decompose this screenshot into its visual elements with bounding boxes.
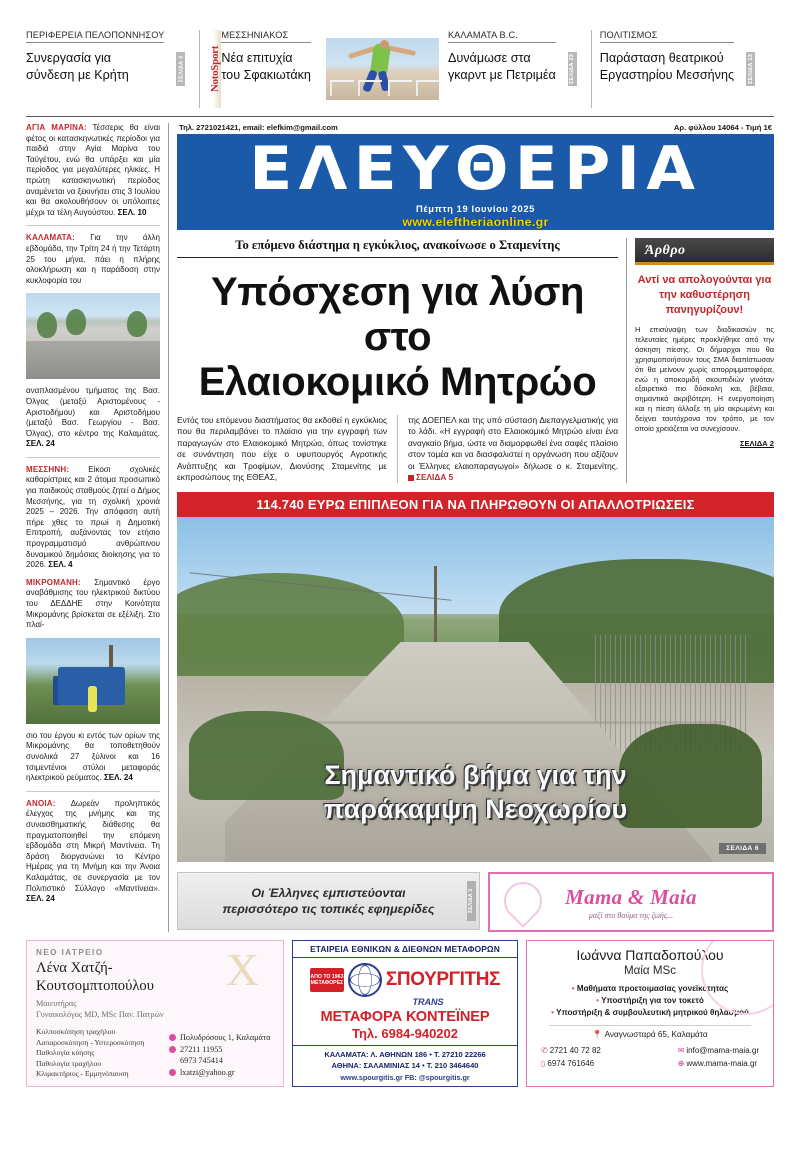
ad-doctor-name-line1: Λένα Χατζή- bbox=[36, 960, 113, 977]
teaser-text bbox=[600, 30, 740, 108]
service-item: Λαπαροσκόπηση - Υστεροσκόπηση bbox=[36, 1037, 145, 1047]
divider bbox=[199, 30, 200, 108]
brief-item[interactable] bbox=[26, 731, 160, 784]
brief-text: Για την άλλη εβδομάδα, την Τρίτη 24 ή την Τετάρτη 25 του μήνα, πάει η πλήρης ολοκλήρωση και η παράδοση στην κυκλοφορία του bbox=[26, 233, 160, 285]
lead-body-col1: Εντός του επόμενου διαστήματος θα εκδοθεί η εγκύκλιος που θα περιλαμβάνει το πλαίσιο για την εγγραφή των παραγωγών στο Ελαιοκομικό Μητρώο, όπως τονίστηκε σε συνάντηση που είχε ο υφυπουργός Αγροτικής Ανάπτυξης και Τροφίμων, Διονύσης Σταμενίτης με εκπροσώπους της ΕΘΕΑΣ, bbox=[177, 415, 387, 483]
mama-maia-logo-panel[interactable] bbox=[488, 872, 774, 932]
ad-mama-maia[interactable] bbox=[526, 940, 774, 1087]
brief-lead: ΜΕΣΣΗΝΗ: bbox=[26, 464, 70, 474]
opinion-column[interactable] bbox=[626, 238, 774, 483]
electrical-work-photo bbox=[26, 638, 160, 724]
phone-row[interactable] bbox=[169, 1044, 273, 1056]
teaser-text bbox=[448, 30, 562, 108]
divider bbox=[26, 225, 160, 226]
brief-page: ΣΕΛ. 10 bbox=[117, 207, 147, 217]
tree bbox=[66, 309, 86, 335]
contact-info: Τηλ. 2721021421, email: elefkim@gmail.com bbox=[179, 123, 338, 132]
teaser-headline-line2: Εργαστηρίου Μεσσήνης bbox=[599, 67, 735, 82]
teaser-kalamata-bc[interactable] bbox=[448, 30, 583, 108]
divider bbox=[26, 791, 160, 792]
service-item: • Υποστήριξη για τον τοκετό bbox=[535, 995, 765, 1007]
ad-mama-address: Αναγνωσταρά 65, Καλαμάτα bbox=[604, 1030, 708, 1040]
brief-lead: ΑΓΙΑ ΜΑΡΙΝΑ: bbox=[26, 123, 87, 132]
page-badge-label: ΣΕΛΙΔΑ 13 bbox=[747, 53, 754, 85]
ad-trans-brand-sub: TRANS bbox=[412, 997, 444, 1008]
teaser-text bbox=[26, 30, 170, 108]
opinion-tab-label: Άρθρο bbox=[645, 243, 686, 258]
ad-mama-phone1: 2721 40 72 82 bbox=[549, 1046, 601, 1056]
service-item: Κλιμακτήριος - Εμμηνόπαυση bbox=[36, 1069, 129, 1079]
ad-doctor[interactable] bbox=[26, 940, 284, 1087]
masthead-info-bar bbox=[177, 123, 774, 134]
page-badge-label: ΣΕΛΙΔΑ 3 bbox=[177, 55, 184, 83]
teaser-kicker: ΠΕΡΙΦΕΡΕΙΑ ΠΕΛΟΠΟΝΝΗΣΟΥ bbox=[26, 30, 164, 43]
teaser-culture[interactable] bbox=[600, 30, 761, 108]
opinion-body: Η επισύναψη των διαδικασιών τις τελευταίες ημέρες προκλήθηκε από την άσκηση πίεσης. Οι δήμαρχοι που θα χρησιμοποιήσουν τους ΣΜΑ διαπίστωσαν ότι θα μείνουν χωρίς απορριμματοφόρα, ενώ η αποκομιδή σκουπιδιών γινόταν εξαιρετικά πιο δύσκολη και, βέβαια, σημαντικά ακριβότερη. Η ενεργοποίηση και η πίεση άλλαξε τη μία ακρωμένη και δείχνει ταυτόχρονα τον τρόπο, με τον οποίο χρειάζεται να συνεχίσουν. bbox=[635, 325, 774, 434]
ad-doctor-phone2[interactable]: 6973 745414 bbox=[180, 1056, 223, 1066]
brief-lead: ΑΝΟΙΑ: bbox=[26, 798, 56, 808]
ad-trans-phone[interactable]: Τηλ. 6984-940202 bbox=[352, 1026, 458, 1042]
address-row bbox=[169, 1032, 273, 1044]
since-stamp-icon: ΑΠΟ ΤΟ 1963 ΜΕΤΑΦΟΡΕΣ bbox=[310, 968, 344, 992]
page-badge[interactable] bbox=[568, 52, 577, 86]
teaser-headline-line1: Παράσταση θεατρικού bbox=[599, 51, 724, 65]
worker bbox=[88, 686, 97, 712]
athlete-arm-right bbox=[386, 45, 416, 56]
trust-line1: Οι Έλληνες εμπιστεύονται bbox=[251, 885, 406, 900]
lead-headline-line1: Υπόσχεση για λύση στο bbox=[210, 270, 584, 359]
lead-headline bbox=[177, 270, 618, 405]
teaser-headline-line2: του Σφακιωτάκη bbox=[221, 67, 311, 82]
ad-doctor-email: lxatzi@yahoo.gr bbox=[180, 1067, 235, 1077]
phone-icon bbox=[169, 1046, 176, 1053]
phone-icon: ✆ bbox=[541, 1046, 548, 1056]
ad-doctor-phone1: 27211 11955 bbox=[180, 1044, 223, 1054]
service-item: • Μαθήματα προετοιμασίας γονεϊκότητας bbox=[535, 983, 765, 995]
notosport-logo bbox=[208, 30, 221, 108]
ad-doctor-role-line1: Μαιευτήρας bbox=[36, 999, 77, 1009]
brief-lead: ΜΙΚΡΟΜΑΝΗ: bbox=[26, 577, 81, 587]
teaser-headline-line2: σύνδεση με Κρήτη bbox=[26, 67, 129, 82]
masthead bbox=[177, 134, 774, 230]
ad-doctor-address: Πολυδρόσους 1, Καλαμάτα bbox=[180, 1033, 271, 1043]
ad-mama-role: Μαία MSc bbox=[623, 964, 677, 978]
lead-kicker: Το επόμενο διάστημα η εγκύκλιος, ανακοίνωσε ο Σταμενίτης bbox=[177, 238, 618, 258]
page-badge[interactable] bbox=[467, 881, 476, 921]
trust-text bbox=[222, 885, 434, 918]
kerb bbox=[34, 346, 147, 351]
hero-page-ref: ΣΕΛΙΔΑ 6 bbox=[719, 843, 766, 854]
teaser-headline-line1: Δυνάμωσε στα bbox=[447, 51, 531, 65]
ad-mama-web: www.mama-maia.gr bbox=[686, 1059, 758, 1069]
lead-body-text: της ΔΟΕΠΕΛ και της υπό σύσταση Διεπαγγελματικής για το λάδι. «Η εγγραφή στο Ελαιοκομικό Μητρώο είναι ένα αναγκαίο βήμα, ώστε να διαμορφωθεί ένα σαφές πλαίσιο στον τομέα και να διασφαλιστεί η οργάνωση που αξίζουν οι Έλληνες ελαιοπαραγωγοί» δήλωσε ο κ. Σταμενίτης. bbox=[408, 415, 618, 471]
lead-headline-line2: Ελαιοκομικό Μητρώο bbox=[198, 360, 597, 404]
divider bbox=[549, 1025, 751, 1026]
main-column bbox=[168, 123, 774, 932]
email-icon: ✉ bbox=[677, 1046, 685, 1056]
brief-page: ΣΕΛ. 24 bbox=[26, 439, 55, 449]
brief-item[interactable] bbox=[26, 799, 160, 905]
brief-text: Δωρεάν προληπτικός έλεγχος της μνήμης και της συναισθηματικής διάθεσης θα πραγματοποιηθεί την επόμενη εβδομάδα στη Μικρή Μαντίνεια. Τη δράση διοργανώνει το Κέντρο Ημέρας για τη Μνήμη και την Άνοια Καλαμάτας, σε συνεργασία με τον Πολιτιστικό Σύλλογο «Μαντίνεια». bbox=[26, 798, 160, 893]
teaser-kicker: ΚΑΛΑΜΑΤΑ Β.C. bbox=[448, 30, 556, 43]
trust-line2: περισσότερο τις τοπικές εφημερίδες bbox=[222, 902, 435, 917]
brief-item[interactable] bbox=[26, 123, 160, 218]
header-separator bbox=[26, 116, 774, 117]
hero-caption bbox=[177, 758, 774, 826]
lead-body-col2 bbox=[397, 415, 618, 483]
square-bullet-icon bbox=[408, 475, 414, 481]
hurdle bbox=[358, 80, 382, 96]
brief-item[interactable] bbox=[26, 465, 160, 571]
ad-mama-email: info@mama-maia.gr bbox=[686, 1046, 759, 1056]
ad-mama-phone2: 6974 761646 bbox=[547, 1059, 595, 1069]
lead-and-opinion bbox=[177, 238, 774, 483]
hero-caption-line2: παράκαμψη Νεοχωρίου bbox=[323, 794, 628, 825]
mobile-row[interactable] bbox=[541, 1057, 601, 1070]
ad-doctor-role bbox=[36, 998, 274, 1020]
location-pin-icon bbox=[169, 1034, 176, 1041]
brief-page: ΣΕΛ. 4 bbox=[48, 560, 73, 570]
ad-mama-contact bbox=[535, 1044, 765, 1070]
road-photo bbox=[26, 293, 160, 379]
ad-mama-address-row bbox=[535, 1030, 765, 1040]
athlete-head bbox=[380, 40, 389, 49]
ad-trans-brand: ΣΠΟΥΡΓΙΤΗΣ bbox=[385, 969, 501, 991]
lead-story bbox=[177, 238, 626, 483]
brief-text: Σημαντικό έργο αναβάθμισης του ηλεκτρικού δικτύου του ΔΕΔΔΗΕ στην Κοινότητα Μικρομάνης βρίσκεται σε εξέλιξη. Στο πλαί- bbox=[26, 577, 160, 630]
page-grid bbox=[26, 123, 774, 932]
briefs-column bbox=[26, 123, 168, 932]
service-item: Παθολογία κύησης bbox=[36, 1048, 95, 1058]
brief-text: σιο του έργου κι εντός των ορίων της Μικρομάνης θα τοποθετηθούν συνολικά 27 ξύλινοι και 16 τσιμεντένιοι στύλοι μεταφοράς ηλεκτρικού ρεύματος. bbox=[26, 730, 160, 783]
opinion-headline: Αντί να απολογούνται για την καθυστέρηση πανηγυρίζουν! bbox=[637, 274, 772, 316]
location-pin-icon: 📍 bbox=[592, 1030, 603, 1040]
ad-spourgitis-trans[interactable] bbox=[292, 940, 518, 1087]
teaser-messiniakos[interactable] bbox=[221, 30, 317, 108]
email-row[interactable] bbox=[169, 1067, 273, 1079]
issue-info: Αρ. φύλλου 14064 - Τιμή 1€ bbox=[673, 123, 772, 132]
teaser-kicker: ΠΟΛΙΤΙΣΜΟΣ bbox=[600, 30, 734, 43]
ad-mama-online bbox=[678, 1044, 759, 1070]
service-item: Παθολογία τραχήλου bbox=[36, 1058, 102, 1068]
brief-text: αναπλασμένου τμήματος της Βασ. Όλγας (μεταξύ Αριστομένους - Αριστοδήμου) και Αριστοδήμου (μεταξύ Βασ. Γεωργίου - Βασ. Όλγας), στο κέντρο της Καλαμάτας. bbox=[26, 386, 160, 438]
ad-trans-topbar: ΕΤΑΙΡΕΙΑ ΕΘΝΙΚΩΝ & ΔΙΕΘΝΩΝ ΜΕΤΑΦΟΡΩΝ bbox=[293, 941, 517, 958]
monogram-icon: Χ bbox=[225, 944, 259, 996]
ad-trans-web[interactable]: www.spourgitis.gr FB: @spourgitis.gr bbox=[340, 1073, 470, 1083]
teaser-peloponnese[interactable] bbox=[26, 30, 191, 108]
service-item: Κολποσκόπηση τραχήλου bbox=[36, 1027, 116, 1037]
brief-text: Τέσσερις θα είναι φέτος οι κατασκηνωτικές περίοδοι για παιδιά στην Αγία Μαρίνα του Ταϋγέτου, ενώ θα υπάρξει και μία περίοδος για μεγαλύτερες ηλικίες. Η πρώτη κατασκηνωτική περίοδος αναμένεται να ξεκινήσει στις 3 Ιουλίου και θα ακολουθήσουν οι υπόλοιπες μέχρι τα τέλη Αυγούστου. bbox=[26, 123, 160, 217]
email-row[interactable] bbox=[678, 1044, 759, 1057]
ad-trans-address1: ΚΑΛΑΜΑΤΑ: Λ. ΑΘΗΝΩΝ 186 • Τ. 27210 22266 bbox=[324, 1050, 486, 1060]
globe-icon bbox=[348, 963, 382, 997]
page-badge[interactable] bbox=[176, 52, 185, 86]
hurdle bbox=[388, 80, 412, 96]
divider bbox=[591, 30, 592, 108]
promo-row bbox=[177, 872, 774, 932]
ad-mama-name: Ιωάννα Παπαδοπούλου bbox=[576, 947, 724, 964]
ad-trans-address2: ΑΘΗΝΑ: ΣΑΛΑΜΙΝΙΑΣ 14 • Τ. 210 3464640 bbox=[331, 1061, 479, 1071]
service-item: • Υποστήριξη & συμβουλευτική μητρικού θηλασμού bbox=[535, 1007, 765, 1019]
hero-red-strip: 114.740 ΕΥΡΩ ΕΠΙΠΛΕΟΝ ΓΙΑ ΝΑ ΠΛΗΡΩΘΟΥΝ ΟΙ ΑΠΑΛΛΟΤΡΙΩΣΕΙΣ bbox=[177, 492, 774, 517]
publication-date: Πέμπτη 19 Ιουνίου 2025 bbox=[416, 203, 535, 214]
ad-mama-phones bbox=[541, 1044, 601, 1070]
opinion-page-ref: ΣΕΛΙΔΑ 2 bbox=[739, 438, 774, 448]
hero-photo bbox=[177, 517, 774, 862]
brief-text: Είκοσι σχολικές καθαρίστριες και 2 άτομα προσωπικό για παιδικούς σταθμούς ζητεί ο Δήμος Μεσσήνης, για τη σχολική χρονιά 2025 – 2026. Την απόφαση αυτή πήρε χθες το πρωί η Δημοτική Επιτροπή, αυξάνοντας τον ετήσιο προγραμματισμό ανθρώπινου δυναμικού δημόσιας διοίκησης για το 2026. bbox=[26, 464, 160, 570]
email-icon bbox=[169, 1069, 176, 1076]
hurdle bbox=[416, 80, 439, 96]
ad-trans-service: ΜΕΤΑΦΟΡΑ ΚΟΝΤΕΪΝΕΡ bbox=[320, 1009, 490, 1026]
mobile-icon: ▯ bbox=[541, 1059, 546, 1069]
mama-maia-tagline: μαζί στο θαύμα της ζωής... bbox=[588, 910, 674, 920]
page-badge-label: ΣΕΛΙΔΑ 23 bbox=[569, 53, 576, 85]
brief-item[interactable] bbox=[26, 386, 160, 450]
sports-photo bbox=[326, 38, 439, 100]
brief-lead: ΚΑΛΑΜΑΤΑ: bbox=[26, 233, 75, 243]
hurdle bbox=[330, 80, 354, 96]
notosport-label: NotoSport bbox=[208, 45, 221, 93]
brief-item[interactable] bbox=[26, 233, 160, 286]
brief-item[interactable] bbox=[26, 578, 160, 631]
teaser-headline-line2: γκαρντ με Πετριμέα bbox=[447, 67, 556, 82]
lead-page-ref bbox=[408, 472, 453, 482]
brief-page: ΣΕΛ. 24 bbox=[26, 894, 55, 904]
lead-body bbox=[177, 415, 618, 483]
trust-promo[interactable] bbox=[177, 872, 480, 930]
ad-trans-addresses bbox=[293, 1045, 517, 1073]
teaser-headline-line1: Συνεργασία για bbox=[26, 51, 112, 65]
web-row[interactable] bbox=[678, 1057, 759, 1070]
tree bbox=[127, 311, 147, 337]
top-teaser-strip bbox=[26, 0, 774, 108]
mama-maia-logo: Mama & Maia bbox=[565, 884, 697, 909]
ad-trans-brand-row bbox=[293, 958, 517, 999]
ad-doctor-role-line2: Γυναικολόγος MD, MSc Παν. Πατρών bbox=[36, 1010, 164, 1020]
page-badge-label: ΣΕΛΙΔΑ 3 bbox=[468, 889, 475, 914]
ad-doctor-name-line2: Κουτσομπτοπούλου bbox=[36, 978, 154, 995]
divider bbox=[26, 457, 160, 458]
tree bbox=[37, 312, 57, 338]
advertisement-row bbox=[26, 940, 774, 1087]
opinion-tab bbox=[635, 238, 774, 265]
teaser-kicker: ΜΕΣΣΗΝΙΑΚΟΣ bbox=[221, 30, 311, 43]
heart-icon bbox=[496, 875, 550, 929]
newspaper-title: ΕΛΕΥΘΕΡΙΑ bbox=[249, 134, 702, 204]
hero-caption-line1: Σημαντικό βήμα για την bbox=[324, 760, 627, 791]
brief-page: ΣΕΛ. 24 bbox=[104, 773, 133, 783]
globe-icon: ⊕ bbox=[677, 1059, 685, 1069]
teaser-headline-line1: Νέα επιτυχία bbox=[221, 51, 293, 65]
ad-doctor-contact bbox=[169, 1032, 273, 1078]
website-url[interactable]: www.eleftheriaonline.gr bbox=[402, 215, 549, 229]
teaser-text bbox=[221, 30, 317, 108]
ad-doctor-badge: ΝΕΟ ΙΑΤΡΕΙΟ bbox=[36, 948, 104, 958]
lead-page-ref-label: ΣΕΛΙΔΑ 5 bbox=[416, 472, 454, 483]
phone-row[interactable] bbox=[541, 1044, 601, 1057]
page-badge[interactable] bbox=[746, 52, 755, 86]
